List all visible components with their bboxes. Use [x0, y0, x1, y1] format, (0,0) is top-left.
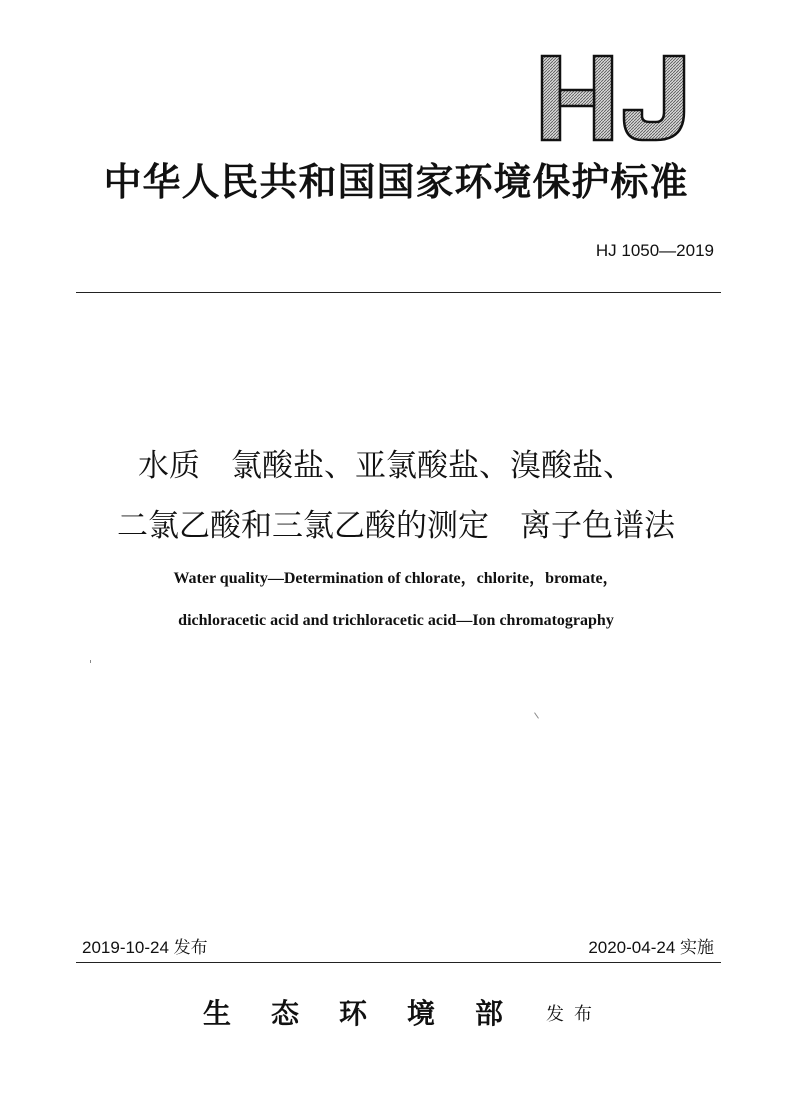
title-chinese-line-2: 二氯乙酸和三氯乙酸的测定 离子色谱法 — [117, 508, 675, 544]
scan-speck — [90, 660, 91, 663]
publish-label: 发布 — [546, 1004, 602, 1025]
publisher-name: 生态环境部 — [203, 997, 544, 1030]
title-chinese-line-1: 水质 氯酸盐、亚氯酸盐、溴酸盐、 — [138, 448, 634, 484]
bottom-divider — [76, 962, 721, 963]
standard-category-title: 中华人民共和国国家环境保护标准 — [103, 159, 689, 204]
hj-logo — [538, 52, 706, 144]
scan-speck — [534, 712, 539, 718]
title-english-line-1: Water quality—Determination of chlorate，chlorite，bromate， — [173, 570, 619, 587]
issue-date: 2019-10-24 发布 — [82, 938, 208, 957]
top-divider — [76, 292, 721, 293]
standard-code: HJ 1050—2019 — [595, 241, 714, 260]
implementation-date: 2020-04-24 实施 — [588, 938, 714, 957]
title-english-line-2: dichloracetic acid and trichloracetic acid—Ion chromatography — [178, 612, 614, 629]
